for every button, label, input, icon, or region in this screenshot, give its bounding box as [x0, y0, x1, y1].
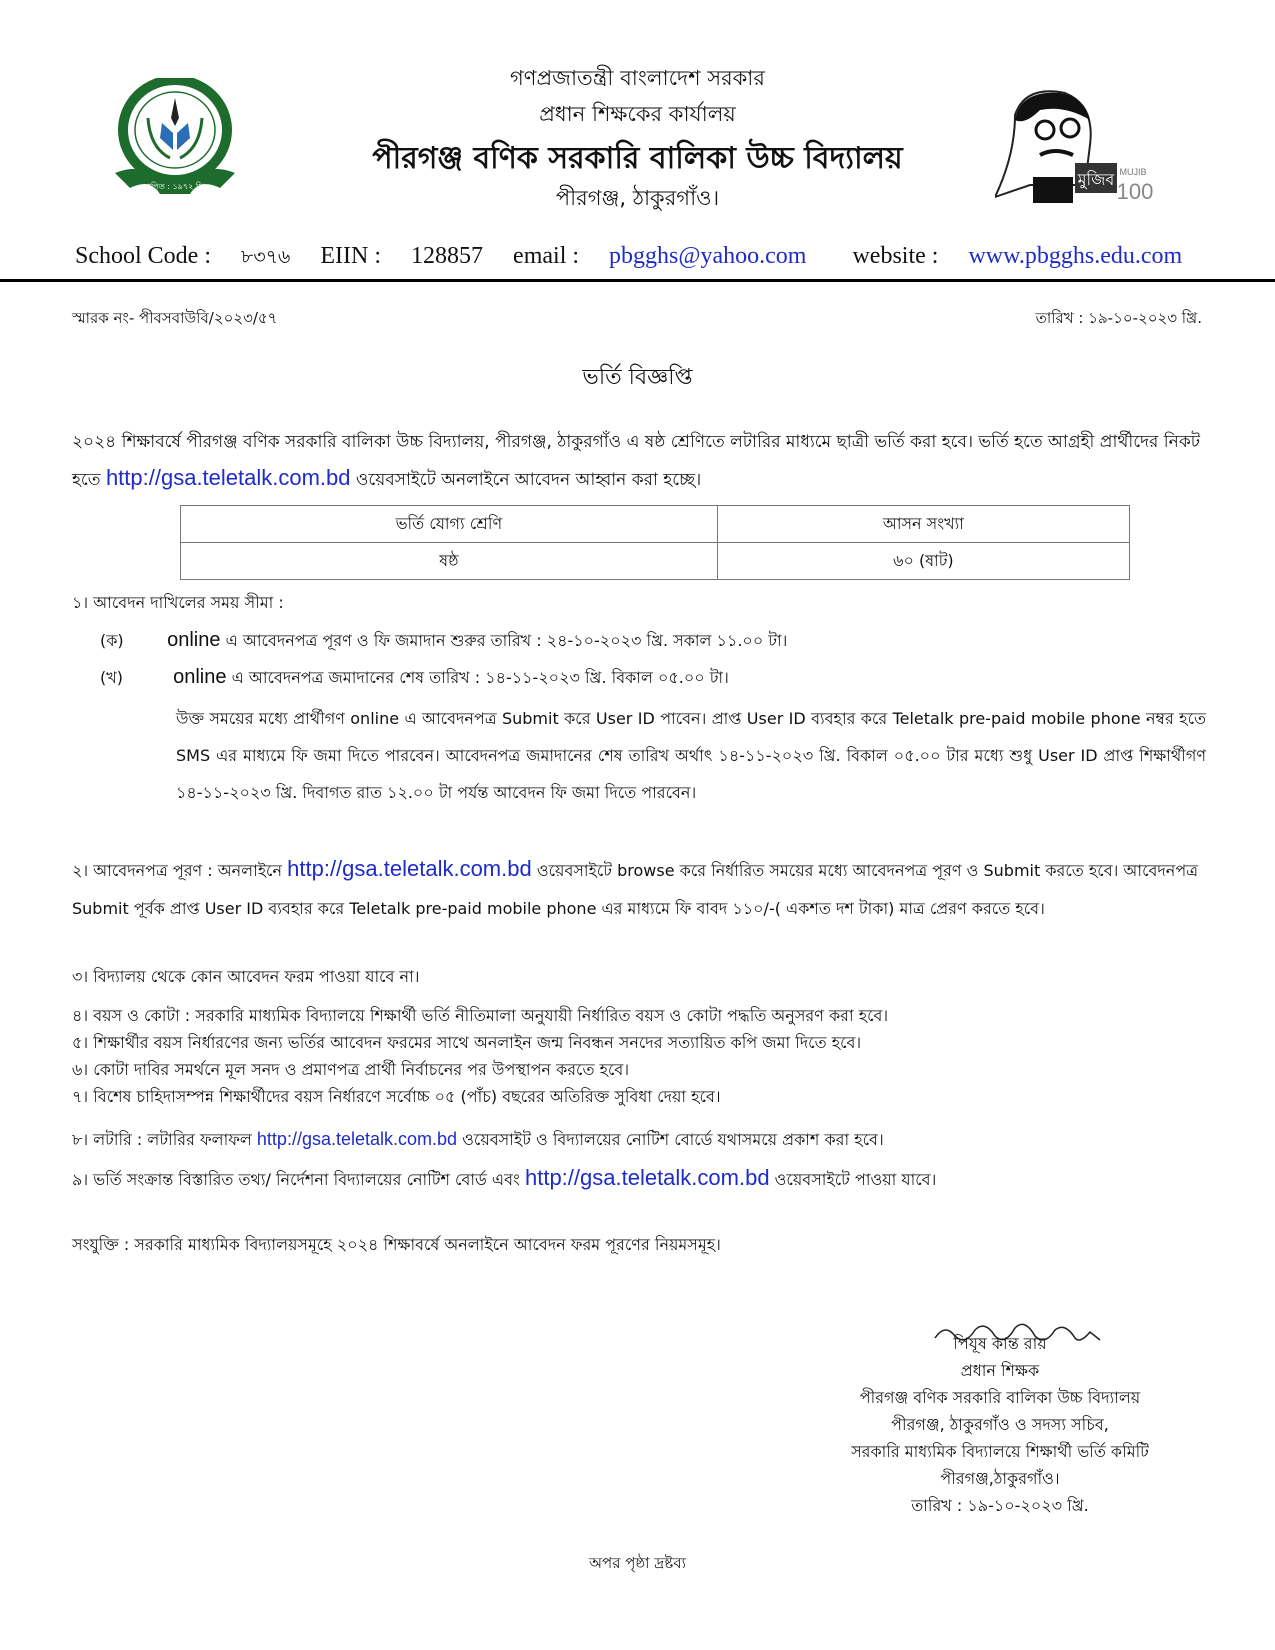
item-9-text: ৯। ভর্তি সংক্রান্ত বিস্তারিত তথ্য/ নির্দেশনা বিদ্যালয়ের নোটিশ বোর্ড এবং	[72, 1170, 520, 1189]
headmaster-name: পিযূষ কান্ত রায়	[953, 1334, 1047, 1353]
notice-title: ভর্তি বিজ্ঞপ্তি	[582, 365, 693, 390]
office-title: প্রধান শিক্ষকের কার্যালয়	[539, 102, 736, 126]
item-1b-text: এ আবেদনপত্র জমাদানের শেষ তারিখ : ১৪-১১-২০২৩ খ্রি. বিকাল ০৫.০০ টা।	[231, 668, 729, 687]
item-1b	[100, 665, 1200, 692]
item-2-text-end: ওয়েবসাইটে browse করে নির্ধারিত সময়ের মধ্যে আবেদনপত্র পূরণ ও Submit করতে হবে। আবেদনপত্র Submit পূর্বক প্রাপ্ত User ID ব্যবহার করে Teletalk pre-paid mobile phone এর মাধ্যমে ফি বাবদ ১১০/-( একশত দশ টাকা) মাত্র প্রেরণ করতে হবে।	[72, 861, 1198, 918]
table-header-row	[181, 506, 1130, 543]
school-code-label: School Code :	[75, 243, 211, 269]
svg-text:100: 100	[1116, 179, 1154, 204]
school-address: পীরগঞ্জ, ঠাকুরগাঁও।	[555, 186, 720, 210]
teletalk-link[interactable]: http://gsa.teletalk.com.bd	[105, 465, 351, 490]
item-1b-marker: (খ)	[100, 668, 123, 687]
header-divider	[0, 279, 1275, 282]
item-8	[72, 1127, 1202, 1154]
intro-text: ২০২৪ শিক্ষাবর্ষে পীরগঞ্জ বণিক সরকারি বালিকা উচ্চ বিদ্যালয়, পীরগঞ্জ, ঠাকুরগাঁও এ ষষ্ঠ শ্রেণিতে লটারির মাধ্যমে ছাত্রী ভর্তি করা হবে। ভর্তি হতে আগ্রহী প্রার্থীদের নিকট হতে	[72, 432, 1200, 490]
intro-paragraph	[72, 424, 1207, 498]
memo-date: তারিখ : ১৯-১০-২০২৩ খ্রি.	[1035, 309, 1202, 327]
item-8-text: ৮। লটারি : লটারির ফলাফল	[72, 1130, 252, 1149]
page-turn-note: অপর পৃষ্ঠা দ্রষ্টব্য	[589, 1554, 686, 1572]
item-8-text-end: ওয়েবসাইট ও বিদ্যালয়ের নোটিশ বোর্ডে যথাসময়ে প্রকাশ করা হবে।	[462, 1130, 884, 1149]
item-1a-text: এ আবেদনপত্র পূরণ ও ফি জমাদান শুরুর তারিখ : ২৪-১০-২০২৩ খ্রি. সকাল ১১.০০ টা।	[225, 631, 788, 650]
signature-committee-role: পীরগঞ্জ, ঠাকুরগাঁও ও সদস্য সচিব,	[891, 1415, 1109, 1434]
item-5: ৫। শিক্ষার্থীর বয়স নির্ধারণের জন্য ভর্তির আবেদন ফরমের সাথে অনলাইন জন্ম নিবন্ধন সনদের সত্যায়িত কপি জমা দিতে হবে।	[72, 1033, 862, 1052]
teletalk-link[interactable]: http://gsa.teletalk.com.bd	[256, 1129, 458, 1149]
seat-table	[180, 505, 1130, 580]
school-name: পীরগঞ্জ বণিক সরকারি বালিকা উচ্চ বিদ্যালয়	[372, 141, 903, 176]
item-1b-online: online	[173, 666, 227, 688]
headmaster-designation: প্রধান শিক্ষক	[960, 1361, 1040, 1380]
svg-text:MUJIB: MUJIB	[1119, 167, 1147, 177]
column-header: ভর্তি যোগ্য শ্রেণি	[181, 506, 718, 543]
seat-count-cell: ৬০ (ষাট)	[717, 543, 1129, 580]
item-9-text-end: ওয়েবসাইটে পাওয়া যাবে।	[774, 1170, 937, 1189]
item-6: ৬। কোটা দাবির সমর্থনে মূল সনদ ও প্রমাণপত্র প্রার্থী নির্বাচনের পর উপস্থাপন করতে হবে।	[72, 1060, 630, 1079]
item-1a-online: online	[167, 629, 221, 651]
attachment-note: সংযুক্তি : সরকারি মাধ্যমিক বিদ্যালয়সমূহে ২০২৪ শিক্ষাবর্ষে অনলাইনে আবেদন ফরম পূরণের নিয়মসমূহ।	[72, 1235, 721, 1254]
signature-school: পীরগঞ্জ বণিক সরকারি বালিকা উচ্চ বিদ্যালয়	[859, 1388, 1141, 1407]
item-1-heading: ১। আবেদন দাখিলের সময় সীমা :	[72, 593, 284, 612]
website-link[interactable]: www.pbgghs.edu.com	[968, 243, 1183, 269]
signature-committee: সরকারি মাধ্যমিক বিদ্যালয়ে শিক্ষার্থী ভর্তি কমিটি	[851, 1442, 1149, 1461]
memo-reference: স্মারক নং- পীবসবাউবি/২০২৩/৫৭	[72, 309, 278, 327]
table-row	[181, 543, 1130, 580]
signature-block	[780, 1330, 1220, 1519]
item-1a	[100, 628, 1200, 655]
item-9	[72, 1165, 1202, 1194]
item-3: ৩। বিদ্যালয় থেকে কোন আবেদন ফরম পাওয়া যাবে না।	[72, 967, 420, 986]
item-4: ৪। বয়স ও কোটা : সরকারি মাধ্যমিক বিদ্যালয়ে শিক্ষার্থী ভর্তি নীতিমালা অনুযায়ী নির্ধারিত বয়স ও কোটা পদ্ধতি অনুসরণ করা হবে।	[72, 1006, 889, 1025]
eiin-label: EIIN :	[320, 243, 382, 269]
email	[513, 243, 806, 269]
class-cell: ষষ্ঠ	[181, 543, 718, 580]
email-label: email :	[513, 243, 580, 269]
signature-date: তারিখ : ১৯-১০-২০২৩ খ্রি.	[911, 1496, 1089, 1515]
item-1a-marker: (ক)	[100, 631, 124, 650]
item-2-text: ২। আবেদনপত্র পূরণ : অনলাইনে	[72, 861, 283, 880]
website	[852, 243, 1182, 269]
eiin-value: 128857	[411, 243, 484, 269]
item-2	[72, 850, 1202, 928]
teletalk-link[interactable]: http://gsa.teletalk.com.bd	[524, 1165, 770, 1190]
email-link[interactable]: pbgghs@yahoo.com	[609, 243, 807, 269]
school-info-bar	[75, 243, 1205, 275]
svg-text:স্থাপিত : ১৯৭২ খ্রি.: স্থাপিত : ১৯৭২ খ্রি.	[143, 182, 207, 191]
website-label: website :	[852, 243, 939, 269]
intro-text-end: ওয়েবসাইটে অনলাইনে আবেদন আহ্বান করা হচ্ছে।	[355, 470, 702, 490]
column-header: আসন সংখ্যা	[717, 506, 1129, 543]
government-title: গণপ্রজাতন্ত্রী বাংলাদেশ সরকার	[510, 66, 765, 90]
school-code-value: ৮৩৭৬	[241, 247, 291, 268]
teletalk-link[interactable]: http://gsa.teletalk.com.bd	[287, 856, 532, 881]
item-1-note: উক্ত সময়ের মধ্যে প্রার্থীগণ online এ আবেদনপত্র Submit করে User ID পাবেন। প্রাপ্ত User ID ব্যবহার করে Teletalk pre-paid mobile phone নম্বর হতে SMS এর মাধ্যমে ফি জমা দিতে পারবেন। আবেদনপত্র জমাদানের শেষ তারিখ অর্থাৎ ১৪-১১-২০২৩ খ্রি. বিকাল ০৫.০০ টার মধ্যে শুধু User ID প্রাপ্ত শিক্ষার্থীগণ ১৪-১১-২০২৩ খ্রি. দিবাগত রাত ১২.০০ টা পর্যন্ত আবেদন ফি জমা দিতে পারবেন।	[176, 709, 1206, 802]
eiin	[320, 243, 483, 269]
item-7: ৭। বিশেষ চাহিদাসম্পন্ন শিক্ষার্থীদের বয়স নির্ধারণে সর্বোচ্চ ০৫ (পাঁচ) বছরের অতিরিক্ত সুবিধা দেয়া হবে।	[72, 1087, 721, 1106]
svg-text:মুজিব: মুজিব	[1077, 170, 1115, 189]
signature-location: পীরগঞ্জ,ঠাকুরগাঁও।	[940, 1469, 1060, 1488]
school-code	[75, 243, 290, 269]
